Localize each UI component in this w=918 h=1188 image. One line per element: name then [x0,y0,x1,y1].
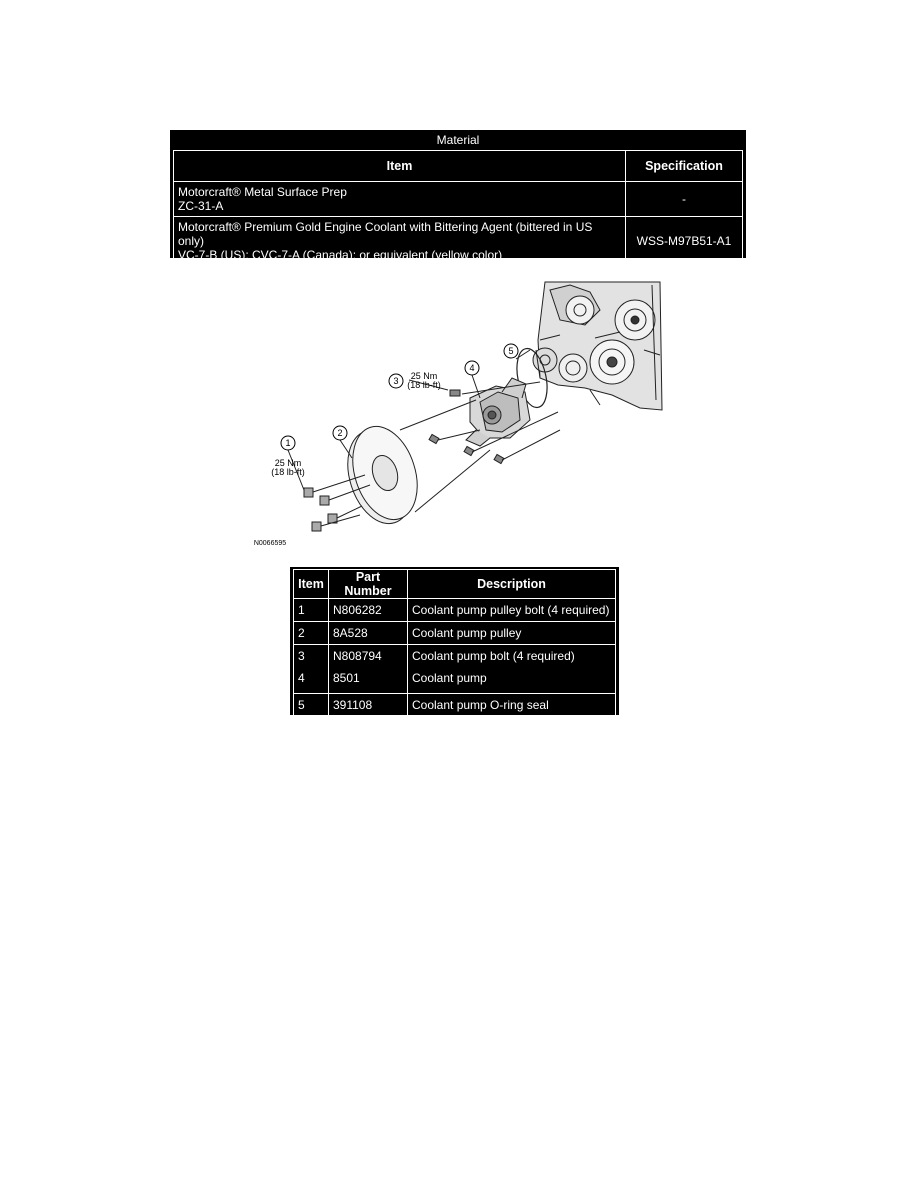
parts-item-value: 3 [298,649,305,663]
parts-row [294,599,616,622]
torque-label-3-imperial: (18 lb-ft) [407,380,441,390]
material-item-cell [174,217,626,266]
callout-5: 5 [508,346,514,356]
material-item-cell [174,182,626,217]
material-grid [173,150,743,266]
parts-item-cell: 5 [294,694,329,717]
parts-header-item: Item [294,570,329,599]
torque-label-3: 25 Nm [410,371,438,381]
engine-block-illustration [533,282,662,410]
parts-header-part-number: Part Number [329,570,408,599]
parts-number-cell: 391108 [329,694,408,717]
figure-id: N0066595 [253,540,287,547]
parts-number-value: 8501 [333,671,360,685]
material-table [170,130,746,262]
parts-description-cell: Coolant pump pulley bolt (4 required) [408,599,616,622]
coolant-pump-pulley-illustration [337,400,490,532]
parts-row-merged [294,645,616,694]
torque-label-1: 25 Nm [274,458,302,468]
parts-header-row [294,570,616,599]
coolant-pump-exploded-diagram [240,280,670,555]
material-table-caption: Material [436,133,480,147]
callout-1: 1 [285,438,291,448]
callout-2: 2 [337,428,343,438]
parts-description-cell: Coolant pump O-ring seal [408,694,616,717]
parts-table [290,567,619,715]
parts-item-cell [294,645,329,694]
parts-item-cell: 2 [294,622,329,645]
parts-grid [293,569,616,717]
parts-number-cell: N806282 [329,599,408,622]
callout-3: 3 [393,376,399,386]
callout-4: 4 [469,363,475,373]
material-spec-cell: - [626,182,743,217]
material-item-name: Motorcraft® Metal Surface Prep [178,185,347,199]
material-header-row [174,151,743,182]
parts-number-cell: 8A528 [329,622,408,645]
material-header-specification: Specification [626,151,743,182]
parts-description-cell: Coolant pump pulley [408,622,616,645]
parts-description-value: Coolant pump bolt (4 required) [412,649,575,663]
parts-description-cell [408,645,616,694]
material-spec-cell: WSS-M97B51-A1 [626,217,743,266]
material-row [174,217,743,266]
material-item-name: Motorcraft® Premium Gold Engine Coolant with Bittering Agent (bittered in US only) [178,220,593,248]
parts-item-cell: 1 [294,599,329,622]
parts-number-cell [329,645,408,694]
parts-description-value: Coolant pump [412,671,487,685]
parts-item-value: 4 [298,671,305,685]
parts-number-value: N808794 [333,649,382,663]
material-header-item: Item [174,151,626,182]
torque-label-1-imperial: (18 lb-ft) [271,467,305,477]
parts-row [294,622,616,645]
material-row [174,182,743,217]
material-item-code: ZC-31-A [178,199,224,213]
parts-header-description: Description [408,570,616,599]
parts-row [294,694,616,717]
material-item-code: VC-7-B (US); CVC-7-A (Canada); or equivalent (yellow color) [178,248,503,262]
